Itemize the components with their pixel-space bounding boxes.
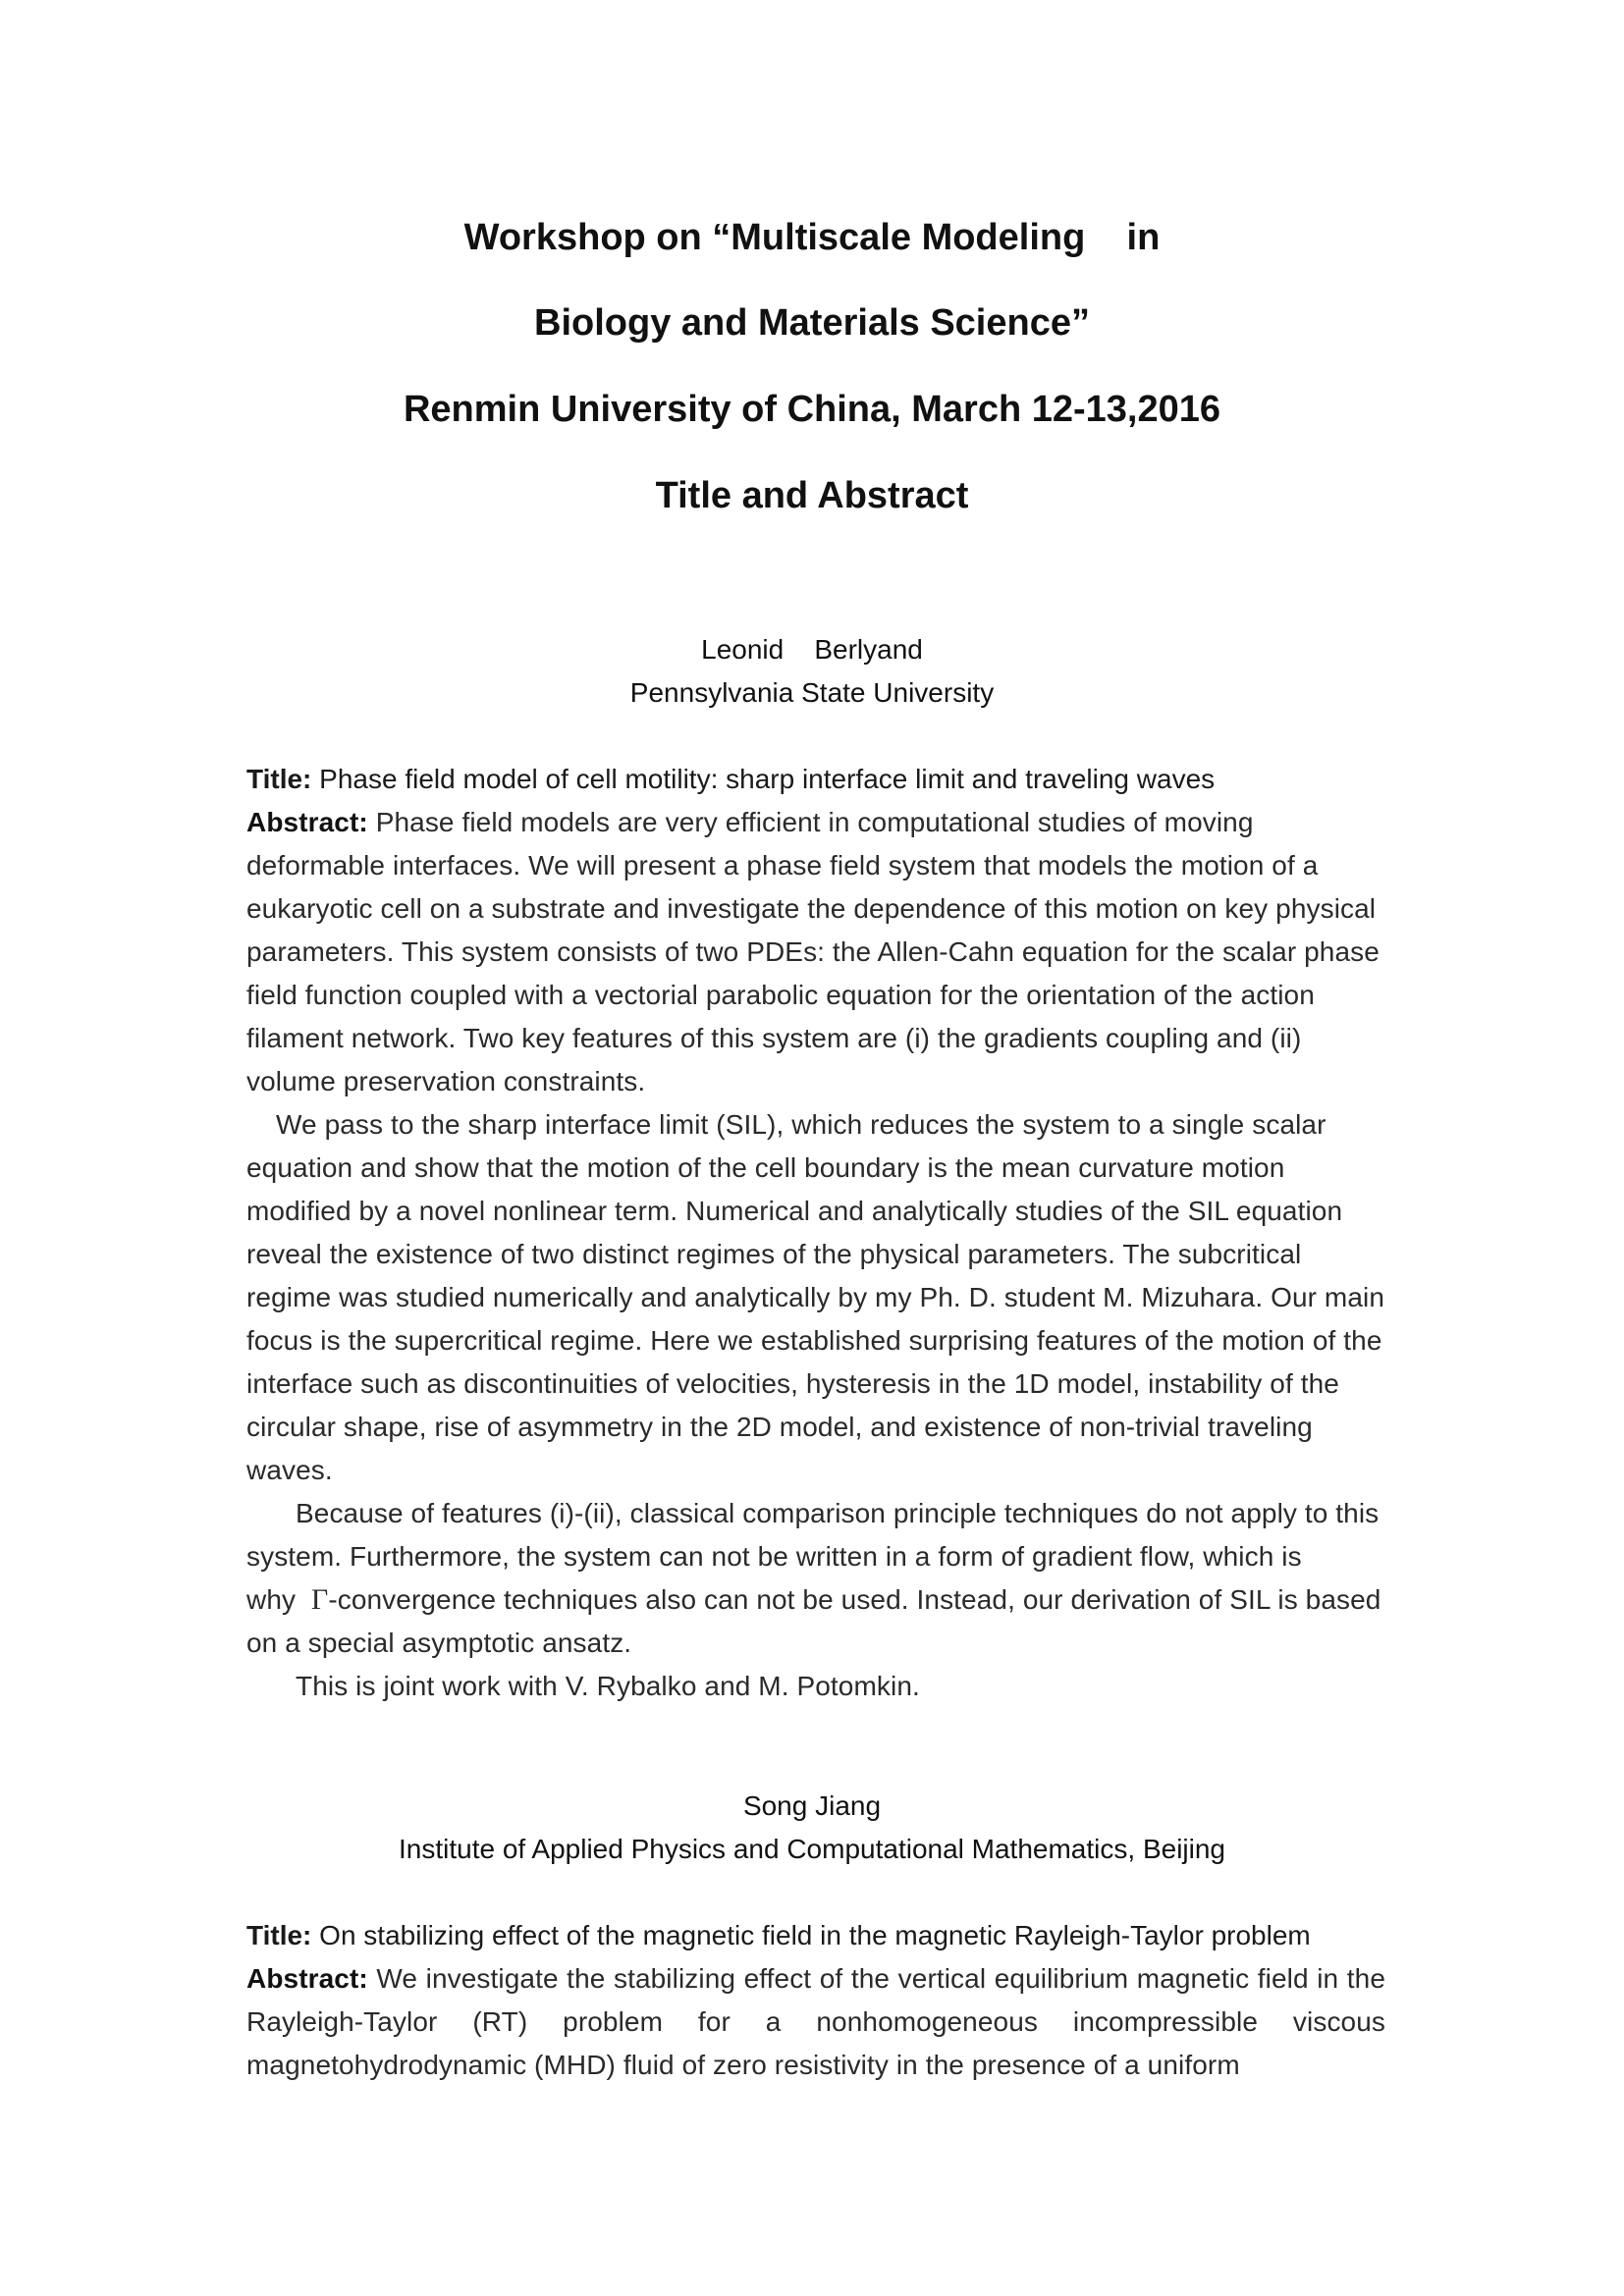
abstract-paragraph: We pass to the sharp interface limit (SIL), which reduces the system to a single scalar equation and show that the motion of the cell boundary is the mean curvature motion modified by a novel nonlinear term. Numerical and analytically studies of the SIL equation reveal the existence of two distinct regimes of the physical parameters. The subcritical regime was studied numerically and analytically by my Ph. D. student M. Mizuhara. Our main focus is the supercritical regime. Here we established surprising features of the motion of the interface such as discontinuities of velocities, hysteresis in the 1D model, instability of the circular shape, rise of asymmetry in the 2D model, and existence of non-trivial traveling waves.	[246, 1109, 1385, 1485]
talk-block-jiang	[246, 1914, 1385, 2087]
talk-title-text: Phase field model of cell motility: sharp interface limit and traveling waves	[319, 764, 1216, 794]
speaker-block-jiang	[0, 1785, 1624, 1871]
speaker-block-berlyand	[0, 628, 1624, 715]
speaker-affiliation: Pennsylvania State University	[629, 677, 995, 708]
title-label: Title:	[246, 764, 312, 794]
talk-title	[246, 1914, 1385, 1957]
talk-block-berlyand	[246, 758, 1385, 1708]
abstract-paragraph-text: Because of features (i)-(ii), classical comparison principle techniques do not apply to this system. Furthermore, the system can not be written in a form of gradient flow, which is why	[246, 1498, 1380, 1615]
talk-title-text: On stabilizing effect of the magnetic field in the magnetic Rayleigh-Taylor problem	[319, 1920, 1311, 1950]
talk-title	[246, 758, 1385, 801]
gamma-symbol: Γ	[310, 1583, 329, 1616]
abstract-paragraph-text: We investigate the stabilizing effect of the vertical equilibrium magnetic field in the Rayleigh-Taylor (RT) problem for a nonhomogeneous incompressible viscous magnetohydrodynamic (MHD) fluid of zero resistivity in the presence of a uniform	[246, 1963, 1385, 2080]
abstract-label: Abstract:	[246, 807, 368, 837]
abstract-paragraph	[246, 801, 1385, 1103]
abstract-paragraph	[246, 1957, 1385, 2087]
workshop-title-line2: Biology and Materials Science”	[534, 302, 1090, 344]
abstract-paragraph: This is joint work with V. Rybalko and M. Potomkin.	[296, 1671, 920, 1701]
abstract-paragraph-text: -convergence techniques also can not be used. Instead, our derivation of SIL is based on a special asymptotic ansatz.	[246, 1584, 1381, 1658]
abstract-label: Abstract:	[246, 1963, 368, 1994]
speaker-name: Song Jiang	[742, 1790, 882, 1821]
workshop-title-line1: Workshop on “Multiscale Modeling in	[463, 217, 1161, 258]
speaker-affiliation: Institute of Applied Physics and Computational Mathematics, Beijing	[398, 1834, 1225, 1864]
abstract-paragraph	[246, 1492, 1385, 1665]
section-heading: Title and Abstract	[655, 475, 969, 516]
venue-date-line: Renmin University of China, March 12-13,2016	[403, 389, 1221, 430]
speaker-name: Leonid Berlyand	[701, 634, 923, 665]
abstract-paragraph-text: Phase field models are very efficient in computational studies of moving deformable interfaces. We will present a phase field system that models the motion of a eukaryotic cell on a substrate and investigate the dependence of this motion on key physical parameters. This system consists of two PDEs: the Allen-Cahn equation for the scalar phase field function coupled with a vectorial parabolic equation for the orientation of the action filament network. Two key features of this system are (i) the gradients coupling and (ii) volume preservation constraints.	[246, 807, 1380, 1096]
title-label: Title:	[246, 1920, 312, 1950]
